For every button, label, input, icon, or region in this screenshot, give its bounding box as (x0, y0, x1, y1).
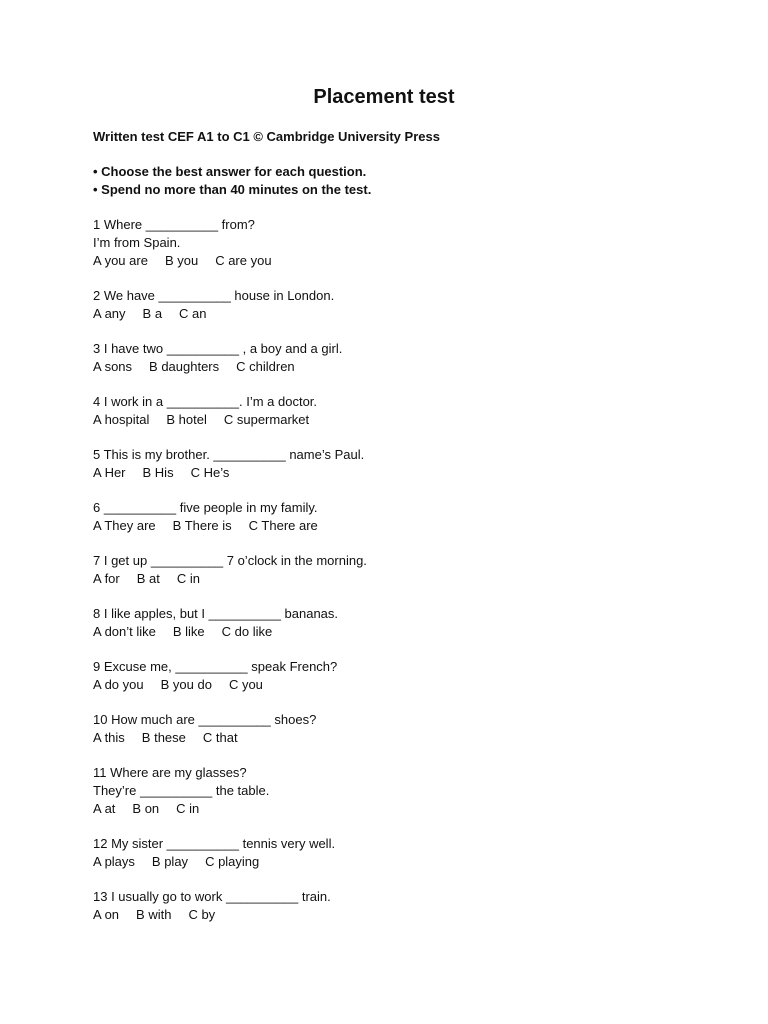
answer-option[interactable]: A at (93, 801, 116, 816)
instruction-item: • Spend no more than 40 minutes on the test. (93, 182, 372, 197)
question-item (93, 552, 713, 588)
answer-option[interactable]: C in (176, 801, 200, 816)
answer-option[interactable]: B these (141, 730, 186, 745)
answer-options (93, 517, 713, 535)
question-item (93, 764, 713, 818)
instructions (93, 163, 713, 199)
question-item (93, 888, 713, 924)
answer-option[interactable]: C There are (248, 518, 318, 533)
question-text: 1 Where __________ from? (93, 217, 255, 232)
answer-option[interactable]: A Her (93, 465, 126, 480)
answer-option[interactable]: B play (151, 854, 189, 869)
answer-option[interactable]: C children (236, 359, 295, 374)
answer-options (93, 252, 713, 270)
question-item (93, 287, 713, 323)
answer-options (93, 906, 713, 924)
question-text: 10 How much are __________ shoes? (93, 712, 317, 727)
question-item (93, 835, 713, 871)
answer-option[interactable]: B with (136, 907, 172, 922)
answer-option[interactable]: B like (172, 624, 205, 639)
answer-option[interactable]: C do like (221, 624, 273, 639)
question-item (93, 711, 713, 747)
answer-option[interactable]: A you are (93, 253, 148, 268)
answer-options (93, 305, 713, 323)
answer-option[interactable]: A They are (93, 518, 156, 533)
question-text: 3 I have two __________ , a boy and a girl. (93, 341, 343, 356)
answer-option[interactable]: C supermarket (223, 412, 310, 427)
answer-options (93, 358, 713, 376)
answer-options (93, 464, 713, 482)
question-item (93, 393, 713, 429)
question-text: 6 __________ five people in my family. (93, 500, 318, 515)
answer-options (93, 676, 713, 694)
question-text: 8 I like apples, but I __________ bananas. (93, 606, 339, 621)
answer-options (93, 853, 713, 871)
answer-option[interactable]: C by (188, 907, 216, 922)
question-item (93, 658, 713, 694)
answer-option[interactable]: C playing (205, 854, 260, 869)
answer-option[interactable]: B you (164, 253, 199, 268)
answer-option[interactable]: C that (202, 730, 238, 745)
answer-option[interactable]: A hospital (93, 412, 150, 427)
answer-option[interactable]: B at (136, 571, 160, 586)
question-item (93, 499, 713, 535)
question-text: 11 Where are my glasses? (93, 765, 247, 780)
answer-option[interactable]: A sons (93, 359, 133, 374)
question-text-continued: I’m from Spain. (93, 235, 181, 250)
answer-option[interactable]: C are you (215, 253, 272, 268)
answer-option[interactable]: C He’s (190, 465, 230, 480)
question-item (93, 340, 713, 376)
answer-option[interactable]: A for (93, 571, 120, 586)
answer-option[interactable]: C you (228, 677, 263, 692)
question-text-continued: They’re __________ the table. (93, 783, 270, 798)
question-text: 2 We have __________ house in London. (93, 288, 335, 303)
answer-option[interactable]: B daughters (149, 359, 220, 374)
answer-option[interactable]: B His (142, 465, 174, 480)
question-text: 5 This is my brother. __________ name’s Paul. (93, 447, 365, 462)
page-title: Placement test (313, 86, 455, 108)
question-item (93, 446, 713, 482)
question-list (93, 216, 713, 924)
answer-options (93, 729, 713, 747)
answer-options (93, 570, 713, 588)
question-text: 12 My sister __________ tennis very well. (93, 836, 336, 851)
instruction-item: • Choose the best answer for each question. (93, 164, 367, 179)
answer-option[interactable]: A do you (93, 677, 144, 692)
question-text: 9 Excuse me, __________ speak French? (93, 659, 338, 674)
answer-options (93, 623, 713, 641)
answer-option[interactable]: B hotel (166, 412, 207, 427)
answer-option[interactable]: C an (179, 306, 207, 321)
answer-option[interactable]: A plays (93, 854, 135, 869)
test-content (93, 128, 713, 941)
answer-option[interactable]: A this (93, 730, 125, 745)
question-text: 13 I usually go to work __________ train. (93, 889, 331, 904)
question-item (93, 216, 713, 270)
answer-option[interactable]: B on (132, 801, 160, 816)
question-text: 7 I get up __________ 7 o’clock in the morning. (93, 553, 367, 568)
answer-option[interactable]: A any (93, 306, 126, 321)
answer-option[interactable]: B you do (160, 677, 212, 692)
answer-option[interactable]: B a (142, 306, 163, 321)
answer-option[interactable]: B There is (172, 518, 232, 533)
answer-option[interactable]: C in (176, 571, 200, 586)
answer-option[interactable]: A don’t like (93, 624, 156, 639)
subtitle: Written test CEF A1 to C1 © Cambridge University Press (93, 129, 440, 144)
answer-option[interactable]: A on (93, 907, 120, 922)
answer-options (93, 411, 713, 429)
question-item (93, 605, 713, 641)
question-text: 4 I work in a __________. I’m a doctor. (93, 394, 318, 409)
answer-options (93, 800, 713, 818)
